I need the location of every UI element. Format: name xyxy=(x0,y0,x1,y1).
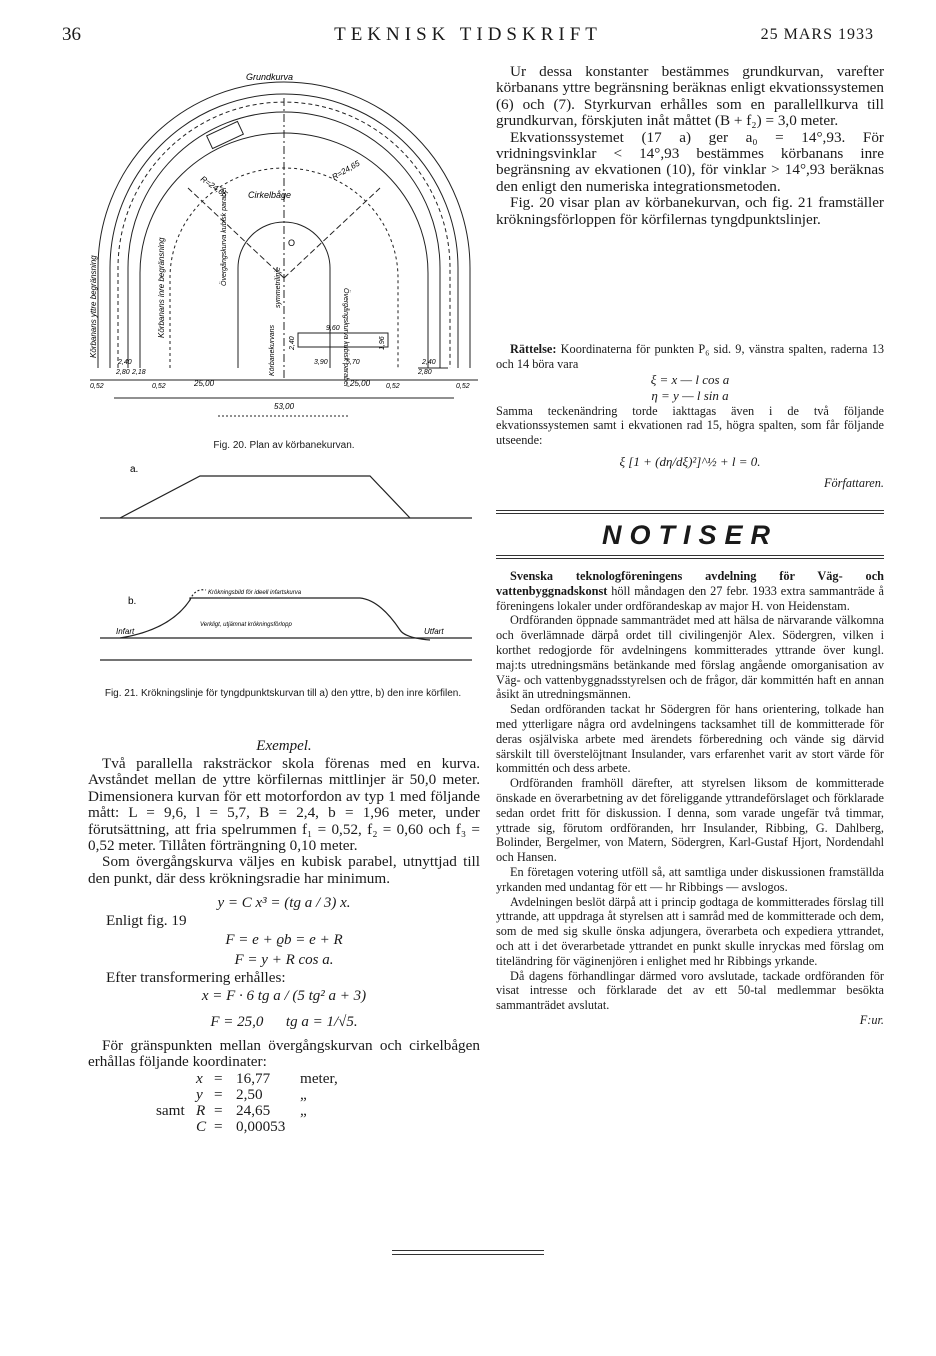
coordinate-lead xyxy=(156,1087,196,1103)
rattelse-label: Rättelse: xyxy=(510,342,557,356)
enligt-line: Enligt fig. 19 xyxy=(106,912,187,930)
coordinate-row xyxy=(156,1119,480,1135)
rattelse-block xyxy=(496,342,884,491)
notiser-section xyxy=(496,508,884,1028)
rattelse-text-2: Samma teckenändring torde iakttagas även i de två följande ekvationssystemen samt i ekvationen rad 15, högra spalten, som får följande utseende: xyxy=(496,403,884,448)
fig21-verklig: Verkligt, utjämnat krökningsförlopp xyxy=(200,622,292,628)
figure-20-plan xyxy=(88,68,484,428)
fig20-d2500b: 25,00 xyxy=(350,379,371,388)
fig20-d052c: 0,52 xyxy=(386,383,400,390)
coordinate-unit: meter, xyxy=(300,1069,338,1087)
fig20-grundkurva: Grundkurva xyxy=(246,72,294,82)
notiser-title: NOTISER xyxy=(601,520,778,550)
coordinate-var: x xyxy=(196,1069,203,1087)
fig20-d280a: 2,80 xyxy=(116,369,130,376)
fig21-infart: Infart xyxy=(116,627,135,636)
notis-paragraph-5: En företagen votering utföll så, att samtliga under diskussionen framställda yrkanden med undantag för ett — hr Ribbings — avslogos. xyxy=(496,864,884,894)
rattelse-eq-2: η = y — l sin a xyxy=(651,387,729,403)
coordinate-value: 0,00053 xyxy=(236,1117,286,1135)
coordinate-row xyxy=(156,1071,480,1087)
fig20-d218: 2,18 xyxy=(132,369,146,376)
coordinate-lead: samt xyxy=(156,1101,185,1119)
rattelse-eq-1: ξ = x — l cos a xyxy=(650,371,730,387)
notis-paragraph-7: Då dagens förhandlingar därmed voro avslutade, tackade ordföranden för visat intresse och förklarade det av ett 50-tal medlemmar besökta sammanträdet avslutat. xyxy=(496,968,884,1013)
coordinate-value: 24,65 xyxy=(236,1101,271,1119)
fig20-d196: 1,96 xyxy=(379,336,386,350)
notis-paragraph-6: Avdelningen beslöt därpå att i princip godtaga de kommitterades förslag till yttrande, att uppdraga åt styrelsen att i samråd med de kommitterade och dem, som de med sig skulle önska adjungera, överarbeta och expediera yttrandet, och att i det överarbetade yttrandet en punkt skulle inryckas med förslag om titeländring för väginenjören i enlighet med hr Ribbings yrkande. xyxy=(496,894,884,968)
fig20-d240b: 2,40 xyxy=(422,359,436,366)
rattelse-text: Koordinaterna för punkten P₆ sid. 9, vänstra spalten, raderna 13 och 14 böra vara xyxy=(496,342,884,371)
coordinate-eq: = xyxy=(214,1085,223,1103)
fig21-utfart: Utfart xyxy=(424,627,444,636)
coordinate-list xyxy=(156,1071,480,1135)
rattelse-eq-3: ξ [1 + (dη/dξ)²]^½ + l = 0. xyxy=(619,453,761,469)
exempel-paragraph-3: För gränspunkten mellan övergångskurvan och cirkelbågen erhållas följande koordinater: xyxy=(88,1037,480,1071)
equation-5-6 xyxy=(88,1012,480,1032)
notis-signature: F:ur. xyxy=(859,1012,884,1027)
page-header xyxy=(0,22,936,52)
equation-3: F = y + R cos a. xyxy=(234,951,334,968)
coordinate-row xyxy=(156,1087,480,1103)
figure-20-caption: Fig. 20. Plan av körbanekurvan. xyxy=(213,440,355,451)
issue-date: 25 MARS 1933 xyxy=(760,26,874,43)
right-paragraph-1: Ur dessa konstanter bestämmes grundkurvan, varefter körbanans yttre begränsning beräknas enligt ekvationssystemen (6) och (7). Styrkurvan erhålles som en parallellkurva till grundkurvan, förskjuten inåt måttet (B + f₂) = 3,0 meter. xyxy=(496,63,884,130)
bottom-rule xyxy=(392,1250,544,1251)
coordinate-var: C xyxy=(196,1117,207,1135)
fig20-overgang-left: Övergångskurva kubisk parabel xyxy=(221,187,228,286)
efter-line: Efter transformering erhålles: xyxy=(106,968,286,986)
fig20-inre-left: Körbanans inre begränsning xyxy=(157,237,166,338)
fig20-korbanekurvans: Körbanekurvans xyxy=(269,325,276,376)
fig20-d052a: 0,52 xyxy=(90,383,104,390)
fig20-o: O xyxy=(288,238,296,248)
coordinate-unit: „ xyxy=(300,1085,307,1103)
coordinate-lead xyxy=(156,1071,196,1087)
coordinate-eq: = xyxy=(214,1069,223,1087)
coordinate-lead xyxy=(156,1119,196,1135)
coordinate-value: 16,77 xyxy=(236,1069,271,1087)
notis-paragraph-1: höll måndagen den 27 febr. 1933 extra sammanträde å föreningens lokaler under ordförandeskap av major H. von Heidenstam. xyxy=(496,583,885,613)
fig20-d5300: 53,00 xyxy=(274,402,295,411)
coordinate-value: 2,50 xyxy=(236,1085,263,1103)
right-paragraph-2: Ekvationssystemet (17 a) ger a₀ = 14°,93. För vridningsvinklar < 14°,93 bestämmes körbanans inre begränsning av ekvationen (10), för vinklar > 14°,93 beräknas den enligt den numeriska integrationsmetoden. xyxy=(496,128,884,195)
coordinate-var: R xyxy=(196,1101,206,1119)
equation-1: y = C x³ = (tg a / 3) x. xyxy=(217,895,351,912)
fig20-d2500a: 25,00 xyxy=(194,379,215,388)
fig20-d960: 9,60 xyxy=(326,325,340,332)
equation-5: F = 25,0 xyxy=(210,1014,264,1031)
fig20-yttre: Körbanans yttre begränsning xyxy=(89,255,98,358)
notis-paragraph-4: Ordföranden framhöll därefter, att styrelsen liksom de kommitterade önskade en överarbetning av det föreliggande yttrandeförslaget och förklarade sedan ordet fritt för diskussion. I denna, som varade ungefär två timmar, yttrade sig, förutom ordföranden, hrr Insulander, Ribbing, G. Dahlberg, Bolinder, Bergelmer, von Matern, Södergren, Karl-Gustaf Hjort, Nordendahl och Hansen. xyxy=(496,776,884,865)
notis-heading: Svenska teknologföreningens avdelning för Väg- och vattenbyggnadskonst xyxy=(496,569,884,598)
equation-6: tg a = 1/√5. xyxy=(285,1014,358,1031)
fig20-d052b: 0,52 xyxy=(152,383,166,390)
coordinate-eq: = xyxy=(214,1101,223,1119)
fig20-d280b: 2,80 xyxy=(418,369,432,376)
fig20-cirkelbage: Cirkelbåge xyxy=(248,190,292,200)
page-number: 36 xyxy=(62,24,81,45)
fig20-d390: 3,90 xyxy=(314,359,328,366)
author-signature: Författaren. xyxy=(823,475,884,490)
coordinate-var: y xyxy=(196,1085,203,1103)
exempel-heading: Exempel. xyxy=(256,738,312,754)
exempel-paragraph-1: Två parallella raksträckor skola förenas med en kurva. Avståndet mellan de yttre körfilernas mittlinjer är 50,0 meter. Dimensionera kurvan för ett motorfordon av typ 1 med följande mått: L = 9,6, l = 5,7, B = 2,4, b = 1,96 meter, under förutsättning, att fria spelrummen f₁ = 0,52, f₂ = 0,60 och f₃ = 0,52 meter. Tillåten förträngning 0,10 meter. xyxy=(88,755,480,855)
notis-paragraph-3: Sedan ordföranden tackat hr Södergren för hans orientering, tolkade han med ytterligare några ord avdelningens tacksamhet till de kommitterade för deras osjälviska arbete med ärendets förberedning och vände sig därvid särskilt till överstelöjtnant Insulander, vars erfarenhet varit av stort värde för kommittén och dess arbete. xyxy=(496,702,884,776)
coordinate-row xyxy=(156,1103,480,1119)
coordinate-eq: = xyxy=(214,1117,223,1135)
fig21-ideal: Krökningsbild för ideell infartskurva xyxy=(208,590,302,596)
fig20-r-left: R=24,65 xyxy=(198,174,229,200)
coordinate-unit xyxy=(300,1119,360,1135)
left-column-text xyxy=(88,736,480,1135)
fig21-label-a: a. xyxy=(130,464,139,475)
figure-21-curvature xyxy=(100,460,480,670)
fig20-symmetrilinje: symmetrilinje xyxy=(275,267,282,308)
right-paragraph-3: Fig. 20 visar plan av körbanekurvan, och fig. 21 framställer krökningsförloppen för körfilernas tyngdpunktslinjer. xyxy=(496,194,884,228)
bottom-rule-2 xyxy=(392,1254,544,1255)
notis-paragraph-2: Ordföranden öppnade sammanträdet med att hälsa de närvarande välkomna och överlämnade därpå ordet till civilingenjör Alex. Södergren, vilken i korthet redogjorde för avdelningens kommitterades yttrande över kungl. maj:ts utredningsmäns betänkande med förslag angående omorganisation av Väg- och vattenbyggnadsstyrelsen och de frågor, där kommittén haft en annan åsikt än utredningsmännen. xyxy=(496,613,884,702)
coordinate-unit: „ xyxy=(300,1101,307,1119)
equation-2: F = e + ϱb = e + R xyxy=(225,931,343,948)
fig20-r-right: R=24,65 xyxy=(330,158,362,182)
fig21-label-b: b. xyxy=(128,596,137,607)
equation-4: x = F · 6 tg a / (5 tg² a + 3) xyxy=(201,988,367,1005)
fig20-d052d: 0,52 xyxy=(456,383,470,390)
exempel-paragraph-2: Som övergångskurva väljes en kubisk parabel, utnyttjad till den punkt, där dess krökningsradie har minimum. xyxy=(88,853,480,887)
fig20-d240a: 2,40 xyxy=(118,359,132,366)
right-column-text xyxy=(496,64,884,228)
fig20-d570: 5,70 xyxy=(346,359,360,366)
fig20-overgang-right: Övergångskurva kubisk parabel xyxy=(342,288,349,387)
journal-title: TEKNISK TIDSKRIFT xyxy=(334,24,602,45)
figure-21-caption: Fig. 21. Krökningslinje för tyngdpunktskurvan till a) den yttre, b) den inre körfilen. xyxy=(104,688,462,699)
fig20-d240: 2,40 xyxy=(289,336,296,350)
